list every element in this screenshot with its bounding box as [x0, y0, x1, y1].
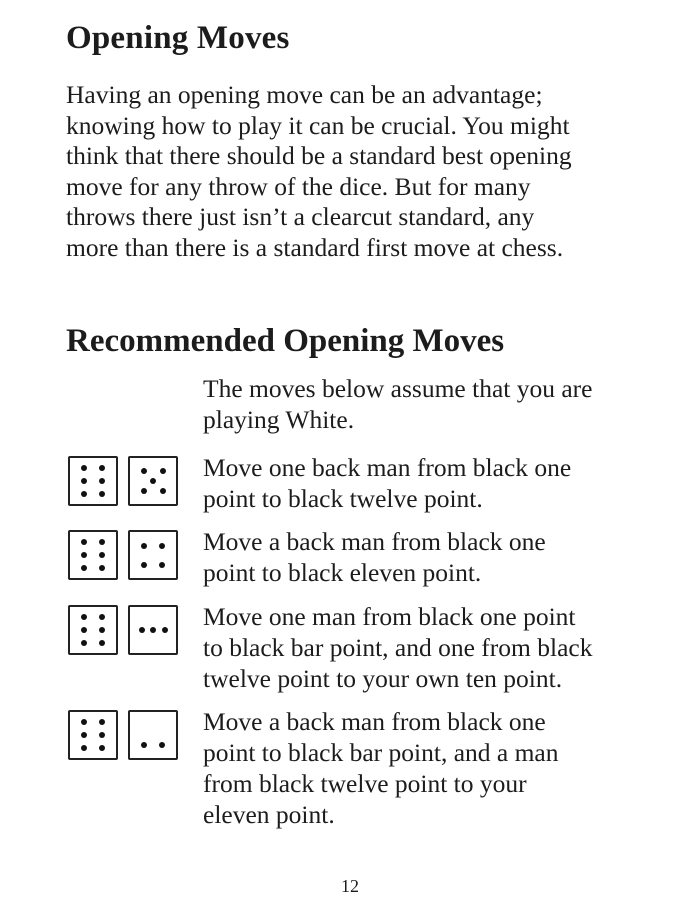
die-pip: [99, 745, 105, 751]
die-pip: [81, 539, 87, 545]
intro-paragraph: [66, 80, 686, 263]
intro-line: think that there should be a standard best opening: [66, 141, 572, 170]
move-line: Move one man from black one point: [203, 602, 576, 631]
die-pip: [81, 491, 87, 497]
die-icon: [68, 530, 118, 580]
note-line: The moves below assume that you are: [203, 374, 593, 403]
move-description: [203, 706, 559, 830]
note-line: playing White.: [203, 405, 355, 434]
die-pip: [159, 562, 165, 568]
die-pip: [99, 478, 105, 484]
intro-line: more than there is a standard first move at chess.: [66, 232, 564, 262]
die-icon: [128, 605, 178, 655]
die-pip: [99, 719, 105, 725]
move-line: Move one back man from black one: [203, 453, 572, 482]
die-pip: [150, 627, 156, 633]
move-line: to black bar point, and one from black: [203, 633, 593, 662]
die-pip: [81, 627, 87, 633]
die-pip: [99, 614, 105, 620]
die-pip: [81, 640, 87, 646]
die-pip: [81, 565, 87, 571]
die-icon: [128, 456, 178, 506]
intro-line: knowing how to play it can be crucial. You might: [66, 110, 570, 140]
die-pip: [99, 465, 105, 471]
die-pip: [99, 491, 105, 497]
die-pip: [141, 488, 147, 494]
die-pip: [150, 478, 156, 484]
die-pip: [160, 488, 166, 494]
intro-line: throws there just isn’t a clearcut standard, any: [66, 202, 535, 231]
die-pip: [141, 562, 147, 568]
die-icon: [128, 530, 178, 580]
die-pip: [160, 468, 166, 474]
move-description: [203, 526, 546, 588]
intro-line: move for any throw of the dice. But for many: [66, 171, 531, 201]
move-description: [203, 452, 571, 514]
die-icon: [128, 710, 178, 760]
move-line: point to black eleven point.: [203, 558, 482, 587]
die-pip: [81, 552, 87, 558]
die-icon: [68, 710, 118, 760]
die-pip: [99, 627, 105, 633]
move-line: point to black twelve point.: [203, 484, 483, 513]
assumption-note: [203, 373, 592, 435]
move-description: [203, 601, 592, 694]
page-number: 12: [341, 876, 359, 896]
die-pip: [141, 468, 147, 474]
die-pip: [99, 539, 105, 545]
die-pip: [99, 565, 105, 571]
die-pip: [81, 745, 87, 751]
move-line: eleven point.: [203, 800, 335, 829]
die-pip: [162, 627, 168, 633]
die-pip: [81, 614, 87, 620]
intro-line: Having an opening move can be an advantage;: [66, 80, 543, 109]
move-line: twelve point to your own ten point.: [203, 664, 563, 693]
die-pip: [81, 478, 87, 484]
subsection-heading: Recommended Opening Moves: [66, 323, 505, 359]
die-pip: [141, 543, 147, 549]
die-pip: [99, 640, 105, 646]
die-icon: [68, 605, 118, 655]
die-pip: [159, 742, 165, 748]
move-line: from black twelve point to your: [203, 769, 527, 798]
die-pip: [81, 719, 87, 725]
die-pip: [81, 465, 87, 471]
section-heading: Opening Moves: [66, 20, 290, 56]
move-line: Move a back man from black one: [203, 527, 546, 556]
move-line: point to black bar point, and a man: [203, 738, 559, 767]
die-pip: [141, 742, 147, 748]
move-line: Move a back man from black one: [203, 707, 546, 736]
die-icon: [68, 456, 118, 506]
die-pip: [81, 732, 87, 738]
die-pip: [139, 627, 145, 633]
die-pip: [99, 732, 105, 738]
die-pip: [99, 552, 105, 558]
die-pip: [159, 543, 165, 549]
